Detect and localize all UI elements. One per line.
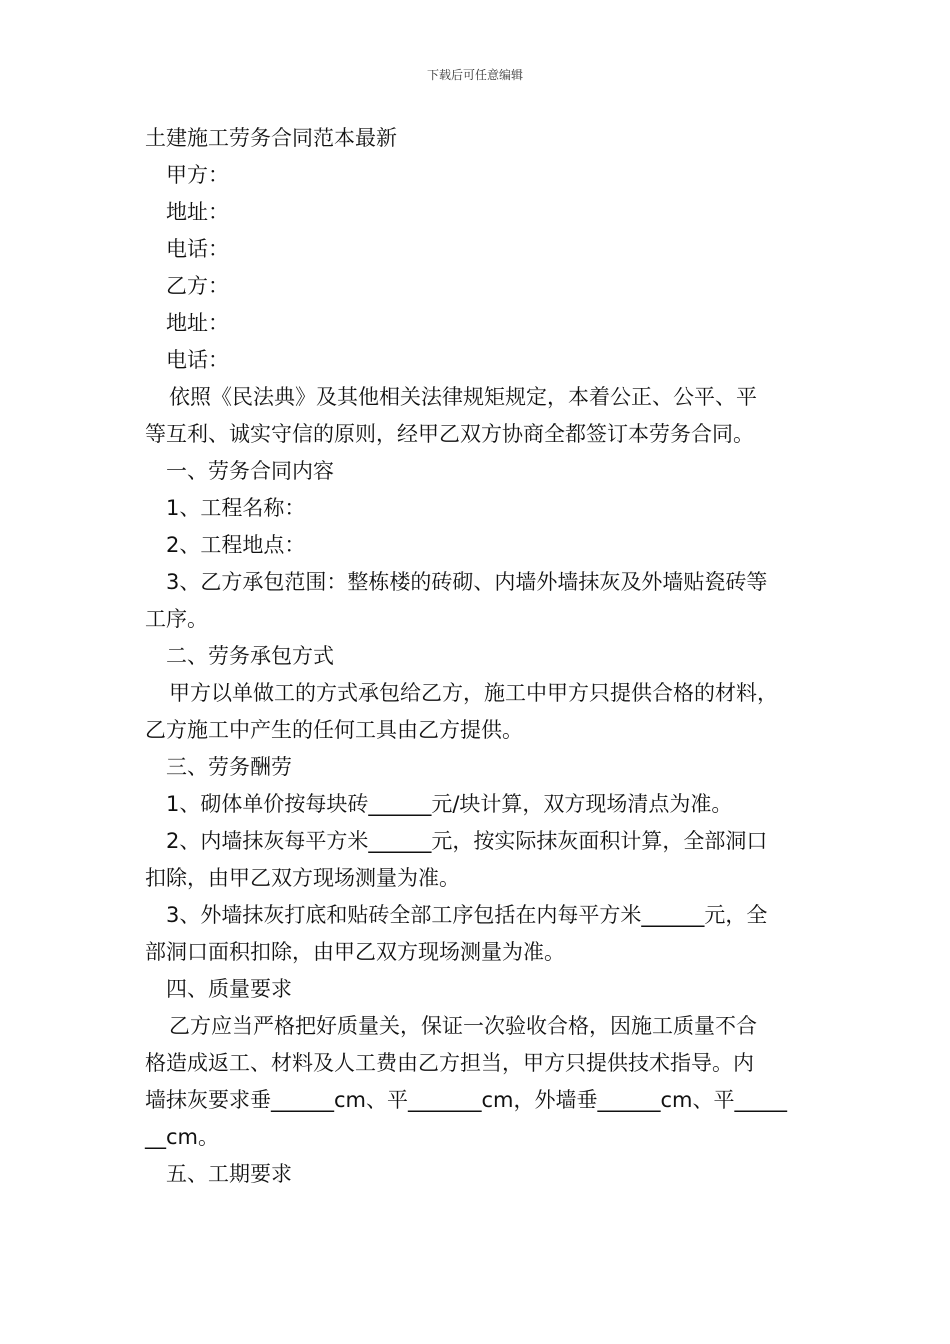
section-item-continuation: 工序。	[145, 607, 208, 631]
section-item: 2、内墙抹灰每平方米______元，按实际抹灰面积计算，全部洞口	[166, 829, 768, 853]
page-header: 下载后可任意编辑	[426, 68, 523, 82]
section-paragraph-line: 墙抹灰要求垂______cm、平_______cm，外墙垂______cm、平_____	[145, 1088, 788, 1112]
section-paragraph-line: 甲方以单做工的方式承包给乙方，施工中甲方只提供合格的材料，	[169, 681, 778, 705]
section-heading: 二、劳务承包方式	[166, 644, 334, 668]
party-a-address-label: 地址：	[166, 200, 229, 224]
party-a-phone-label: 电话：	[166, 237, 229, 261]
section-item-continuation: 部洞口面积扣除，由甲乙双方现场测量为准。	[145, 940, 565, 964]
party-b-address-label: 地址：	[166, 311, 229, 335]
section-item: 3、外墙抹灰打底和贴砖全部工序包括在内每平方米______元，全	[166, 903, 768, 927]
section-item: 1、工程名称：	[166, 496, 306, 520]
section-heading: 三、劳务酬劳	[166, 755, 292, 779]
party-b-phone-label: 电话：	[166, 348, 229, 372]
section-heading: 四、质量要求	[166, 977, 292, 1001]
section-item-continuation: 扣除，由甲乙双方现场测量为准。	[145, 866, 460, 890]
party-b-label: 乙方：	[166, 274, 229, 298]
contract-body	[145, 120, 825, 1193]
section-heading: 五、工期要求	[166, 1162, 292, 1186]
section-item: 3、乙方承包范围：整栋楼的砖砌、内墙外墙抹灰及外墙贴瓷砖等	[166, 570, 768, 594]
intro-paragraph-line: 依照《民法典》及其他相关法律规矩规定，本着公正、公平、平	[169, 385, 757, 409]
section-paragraph-line: 格造成返工、材料及人工费由乙方担当，甲方只提供技术指导。内	[145, 1051, 754, 1075]
document-title: 土建施工劳务合同范本最新	[145, 126, 397, 150]
section-paragraph-line: 乙方应当严格把好质量关，保证一次验收合格，因施工质量不合	[169, 1014, 757, 1038]
section-paragraph-line: 乙方施工中产生的任何工具由乙方提供。	[145, 718, 523, 742]
section-item: 2、工程地点：	[166, 533, 306, 557]
section-item: 1、砌体单价按每块砖______元/块计算，双方现场清点为准。	[166, 792, 733, 816]
intro-paragraph-line: 等互利、诚实守信的原则，经甲乙双方协商全都签订本劳务合同。	[145, 422, 754, 446]
section-paragraph-line: __cm。	[145, 1125, 220, 1149]
section-heading: 一、劳务合同内容	[166, 459, 334, 483]
party-a-label: 甲方：	[166, 163, 229, 187]
